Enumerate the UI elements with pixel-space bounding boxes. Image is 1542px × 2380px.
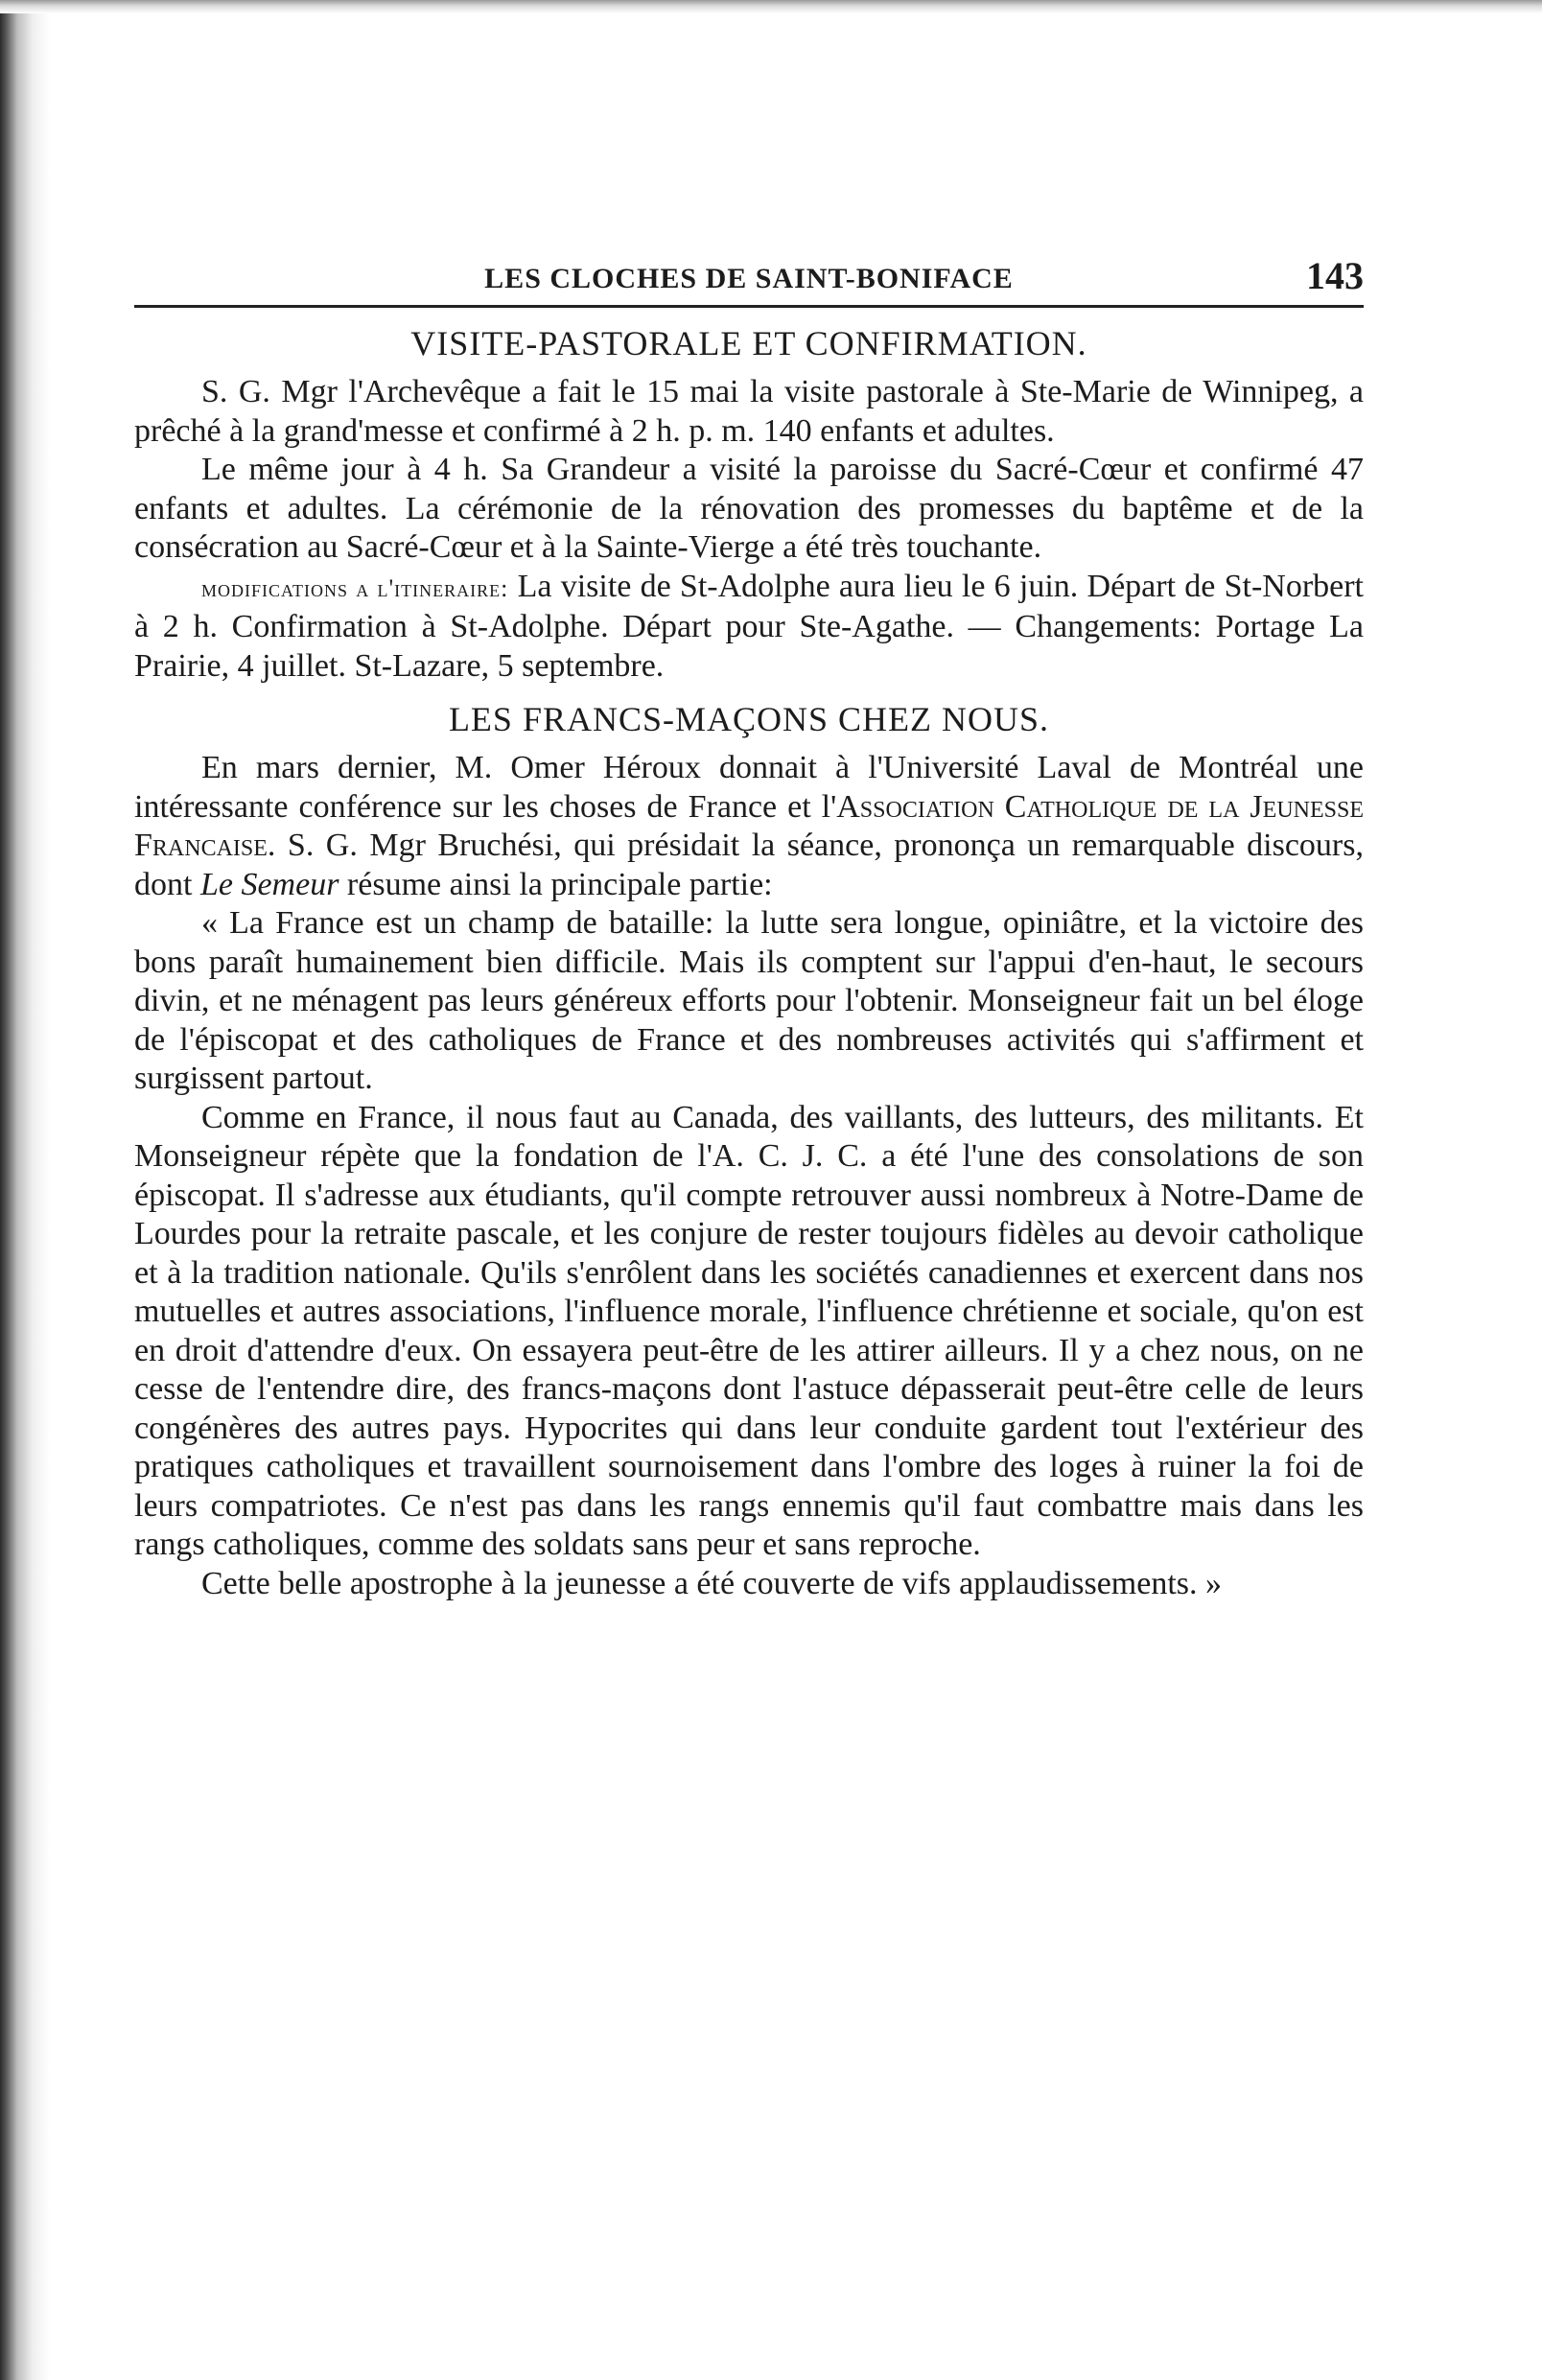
section-visite-pastorale xyxy=(134,323,1364,686)
section-francs-macons xyxy=(134,699,1364,1603)
paragraph-visite-1: S. G. Mgr l'Archevêque a fait le 15 mai la visite pastorale à Ste-Marie de Winnipeg, a prêché à la grand'messe et confirmé à 2 h. p. m. 140 enfants et adultes. xyxy=(134,374,1364,449)
paragraph-macons-2: « La France est un champ de bataille: la lutte sera longue, opiniâtre, et la victoire des bons paraît humainement bien difficile. Mais ils comptent sur l'appui d'en-haut, le secours divin, et ne ménagent pas leurs généreux efforts pour l'obtenir. Monseigneur fait un bel éloge de l'épiscopat et des catholiques de France et des nombreuses activités qui s'affirment et surgissent partout. xyxy=(134,905,1364,1096)
paragraph-macons-4: Cette belle apostrophe à la jeunesse a été couverte de vifs applaudissements. » xyxy=(201,1565,1223,1601)
macons-1-text-b: S. G. Mgr Bruchési, qui présidait la séance, prononça un remarquable discours, dont xyxy=(134,828,1364,902)
section-gap xyxy=(134,686,1364,699)
itineraire-text: La visite de St-Adolphe aura lieu le 6 juin. Départ de St-Norbert à 2 h. Confirmation à St-Adolphe. Départ pour Ste-Agathe. — Changements: Portage La Prairie, 4 juillet. St-Lazare, 5 septembre. xyxy=(134,568,1365,684)
scan-left-edge xyxy=(0,0,50,2380)
paragraph-macons-3: Comme en France, il nous faut au Canada, des vaillants, des lutteurs, des militants. Et Monseigneur répète que la fondation de l'A. C. J. C. a été l'une des consolations de son épiscopat. Il s'adresse aux étudiants, qu'il compte retrouver aussi nombreux à Notre-Dame de Lourdes pour la retraite pascale, et les conjure de rester toujours fidèles au devoir catholique et à la tradition nationale. Qu'ils s'enrôlent dans les sociétés canadiennes et exercent dans nos mutuelles et autres associations, l'influence morale, l'influence chrétienne et sociale, qu'on est en droit d'attendre d'eux. On essayera peut-être de les attirer ailleurs. Il y a chez nous, on ne cesse de l'entendre dire, des francs-maçons dont l'astuce dépasserait peut-être celle de leurs congénères des autres pays. Hypocrites qui dans leur conduite gardent tout l'extérieur des pratiques catholiques et travaillent sournoisement dans l'ombre des loges à ruiner la foi de leurs compatriotes. Ce n'est pas dans les rangs ennemis qu'il faut combattre mais dans les rangs catholiques, comme des soldats sans peur et sans reproche. xyxy=(134,1099,1364,1562)
association-name: Association Catholique de la Jeunesse Francaise. xyxy=(134,788,1364,863)
paragraph-visite-2: Le même jour à 4 h. Sa Grandeur a visité la paroisse du Sacré-Cœur et confirmé 47 enfants et adultes. La cérémonie de la rénovation des promesses du baptême et de la consécration au Sacré-Cœur et à la Sainte-Vierge a été très touchante. xyxy=(134,452,1364,565)
section-heading-visite: VISITE-PASTORALE ET CONFIRMATION. xyxy=(410,324,1087,362)
running-head xyxy=(134,247,1364,305)
header-rule xyxy=(134,305,1364,308)
page xyxy=(134,247,1364,1603)
scan-top-edge xyxy=(0,0,1542,13)
paragraph-macons-1 xyxy=(134,749,1364,904)
itineraire-label: modifications a l'itineraire: xyxy=(201,573,509,602)
macons-1-text-c: résume ainsi la principale partie: xyxy=(339,866,773,902)
section-heading-francs-macons: LES FRANCS-MAÇONS CHEZ NOUS. xyxy=(448,700,1050,738)
page-number: 143 xyxy=(1306,254,1364,297)
running-title: LES CLOCHES DE SAINT-BONIFACE xyxy=(484,263,1014,294)
journal-name: Le Semeur xyxy=(199,866,339,902)
macons-1-text-a: En mars dernier, M. Omer Héroux donnait à l'Université Laval de Montréal une intéressante conférence sur les choses de France et l' xyxy=(134,750,1364,825)
paragraph-itineraire xyxy=(134,568,1364,687)
